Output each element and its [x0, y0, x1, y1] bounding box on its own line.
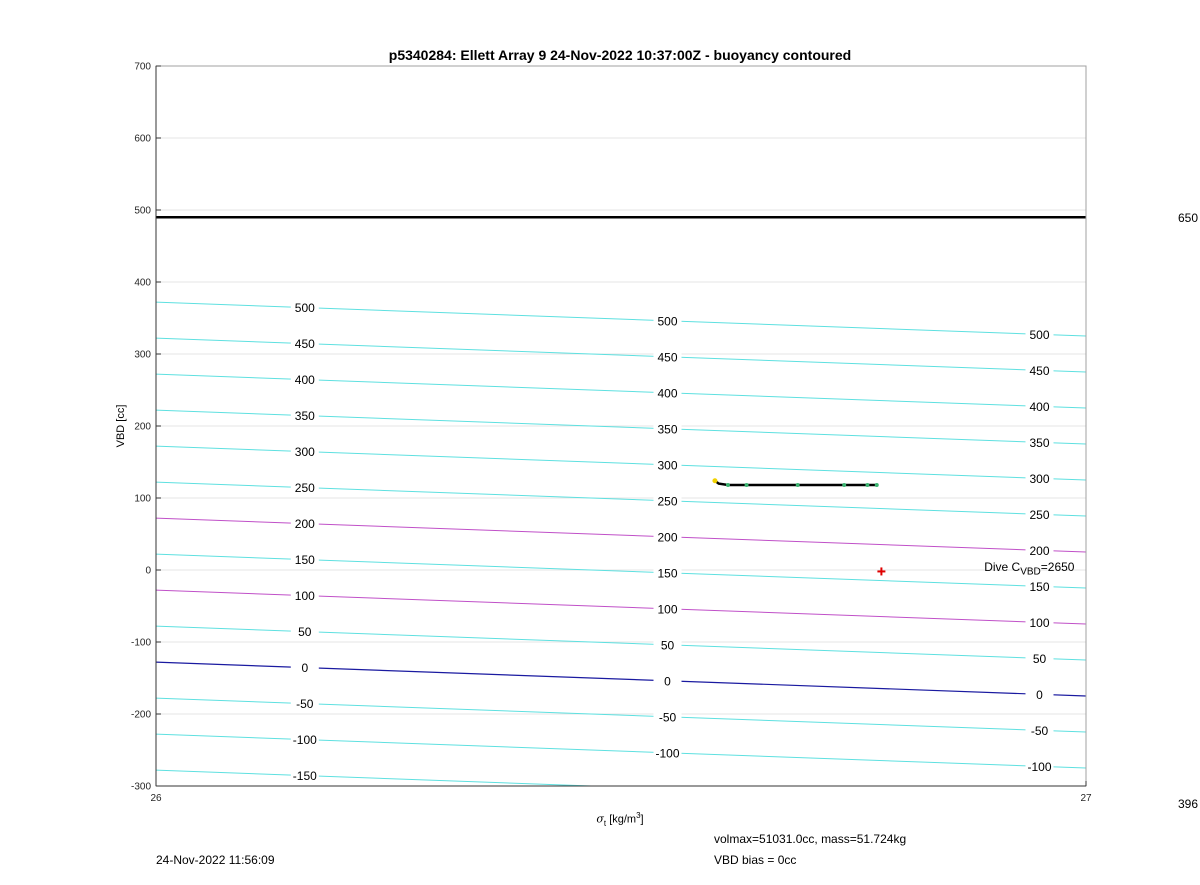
- contour-label: 0: [1036, 687, 1043, 702]
- x-axis-label: [596, 811, 643, 828]
- y-tick-label: 0: [145, 565, 151, 577]
- contour-label: -150: [292, 769, 317, 784]
- contour-label: 250: [1029, 507, 1050, 522]
- contour-label: 450: [294, 337, 315, 352]
- contour-label: 100: [1029, 615, 1050, 630]
- contour-label: 150: [294, 553, 315, 568]
- y-tick-label: 700: [134, 61, 151, 73]
- y-tick-label: -100: [130, 637, 151, 649]
- contour-label: 400: [1029, 399, 1050, 414]
- contour-label: -50: [296, 697, 314, 712]
- contour-label: 50: [298, 625, 312, 640]
- contour-label: 300: [1029, 471, 1050, 486]
- chart-title: p5340284: Ellett Array 9 24-Nov-2022 10:37:00Z - buoyancy contoured: [388, 47, 852, 63]
- dive-cvbd-subscript: VBD: [1020, 566, 1041, 578]
- contour-label: 500: [1029, 327, 1050, 342]
- y-tick-label: 600: [134, 133, 151, 145]
- right-annotation-top: 650: [1178, 211, 1199, 225]
- contour-label: 100: [294, 589, 315, 604]
- x-tick-label: 27: [1080, 793, 1092, 804]
- contour-label: 300: [657, 458, 678, 473]
- footer-vbd-bias: VBD bias = 0cc: [714, 853, 797, 867]
- contour-label: 450: [1029, 363, 1050, 378]
- contour-label: 50: [1032, 651, 1047, 666]
- contour-label: 450: [657, 350, 678, 365]
- contour-label: 250: [657, 494, 678, 509]
- x-axis-label-subscript: t: [603, 818, 607, 828]
- contour-label: 0: [301, 661, 309, 676]
- contour-label: 350: [657, 422, 678, 437]
- contour-label: 200: [294, 517, 315, 532]
- y-tick-label: 400: [134, 277, 151, 289]
- x-axis-label-unit: [kg/m: [606, 813, 637, 826]
- contour-label: 300: [294, 445, 315, 460]
- dive-cvbd-label: [984, 560, 1074, 577]
- contour-label: 100: [657, 602, 678, 617]
- y-tick-label: 100: [134, 493, 151, 505]
- dive-track-line: [714, 480, 877, 485]
- contour-label: 400: [294, 373, 315, 388]
- footer-timestamp: 24-Nov-2022 11:56:09: [156, 853, 275, 867]
- x-axis-label-symbol: σ: [596, 812, 604, 826]
- dive-track-point: [842, 483, 846, 487]
- contour-label: -100: [292, 733, 317, 748]
- contour-label: -50: [1030, 723, 1049, 738]
- x-axis-label-superscript: 3: [636, 811, 641, 820]
- contour-label: 200: [1029, 543, 1050, 558]
- dive-cvbd-value: =2650: [1040, 560, 1075, 575]
- axes: [131, 62, 1092, 805]
- y-tick-label: 300: [134, 349, 151, 361]
- contour-label: 250: [294, 481, 315, 496]
- contour-label: 350: [294, 409, 315, 424]
- contour-label: 500: [657, 314, 678, 329]
- dive-track-point: [875, 483, 879, 487]
- contour-label: -100: [655, 746, 680, 761]
- x-axis-label-close: ]: [640, 813, 644, 826]
- contour-label: 200: [657, 530, 678, 545]
- y-tick-label: -200: [130, 709, 151, 721]
- y-tick-label: 200: [134, 421, 151, 433]
- contour-label: -50: [658, 710, 677, 725]
- contour-label: 150: [657, 566, 678, 581]
- contour-label: 400: [657, 386, 678, 401]
- footer-volmax: volmax=51031.0cc, mass=51.724kg: [714, 832, 907, 846]
- dive-track-start-point: [712, 478, 717, 483]
- y-tick-label: 500: [134, 205, 151, 217]
- y-tick-label: -300: [130, 781, 151, 793]
- contour-label: 0: [664, 674, 671, 689]
- y-axis-label: VBD [cc]: [115, 404, 127, 448]
- contour-label: 150: [1029, 579, 1050, 594]
- dive-track-point: [745, 483, 749, 487]
- contour-label: 500: [294, 301, 315, 316]
- dive-cvbd-prefix: Dive C: [984, 560, 1021, 575]
- contour-label: -100: [1027, 759, 1052, 774]
- dive-track-point: [865, 483, 869, 487]
- contour-label: 50: [660, 638, 675, 653]
- contour-labels: [291, 301, 1054, 784]
- dive-track-point: [796, 483, 800, 487]
- contour-label: 350: [1029, 435, 1050, 450]
- dive-track-point: [726, 483, 730, 487]
- x-tick-label: 26: [150, 793, 162, 804]
- right-annotation-bottom: 396: [1178, 797, 1199, 811]
